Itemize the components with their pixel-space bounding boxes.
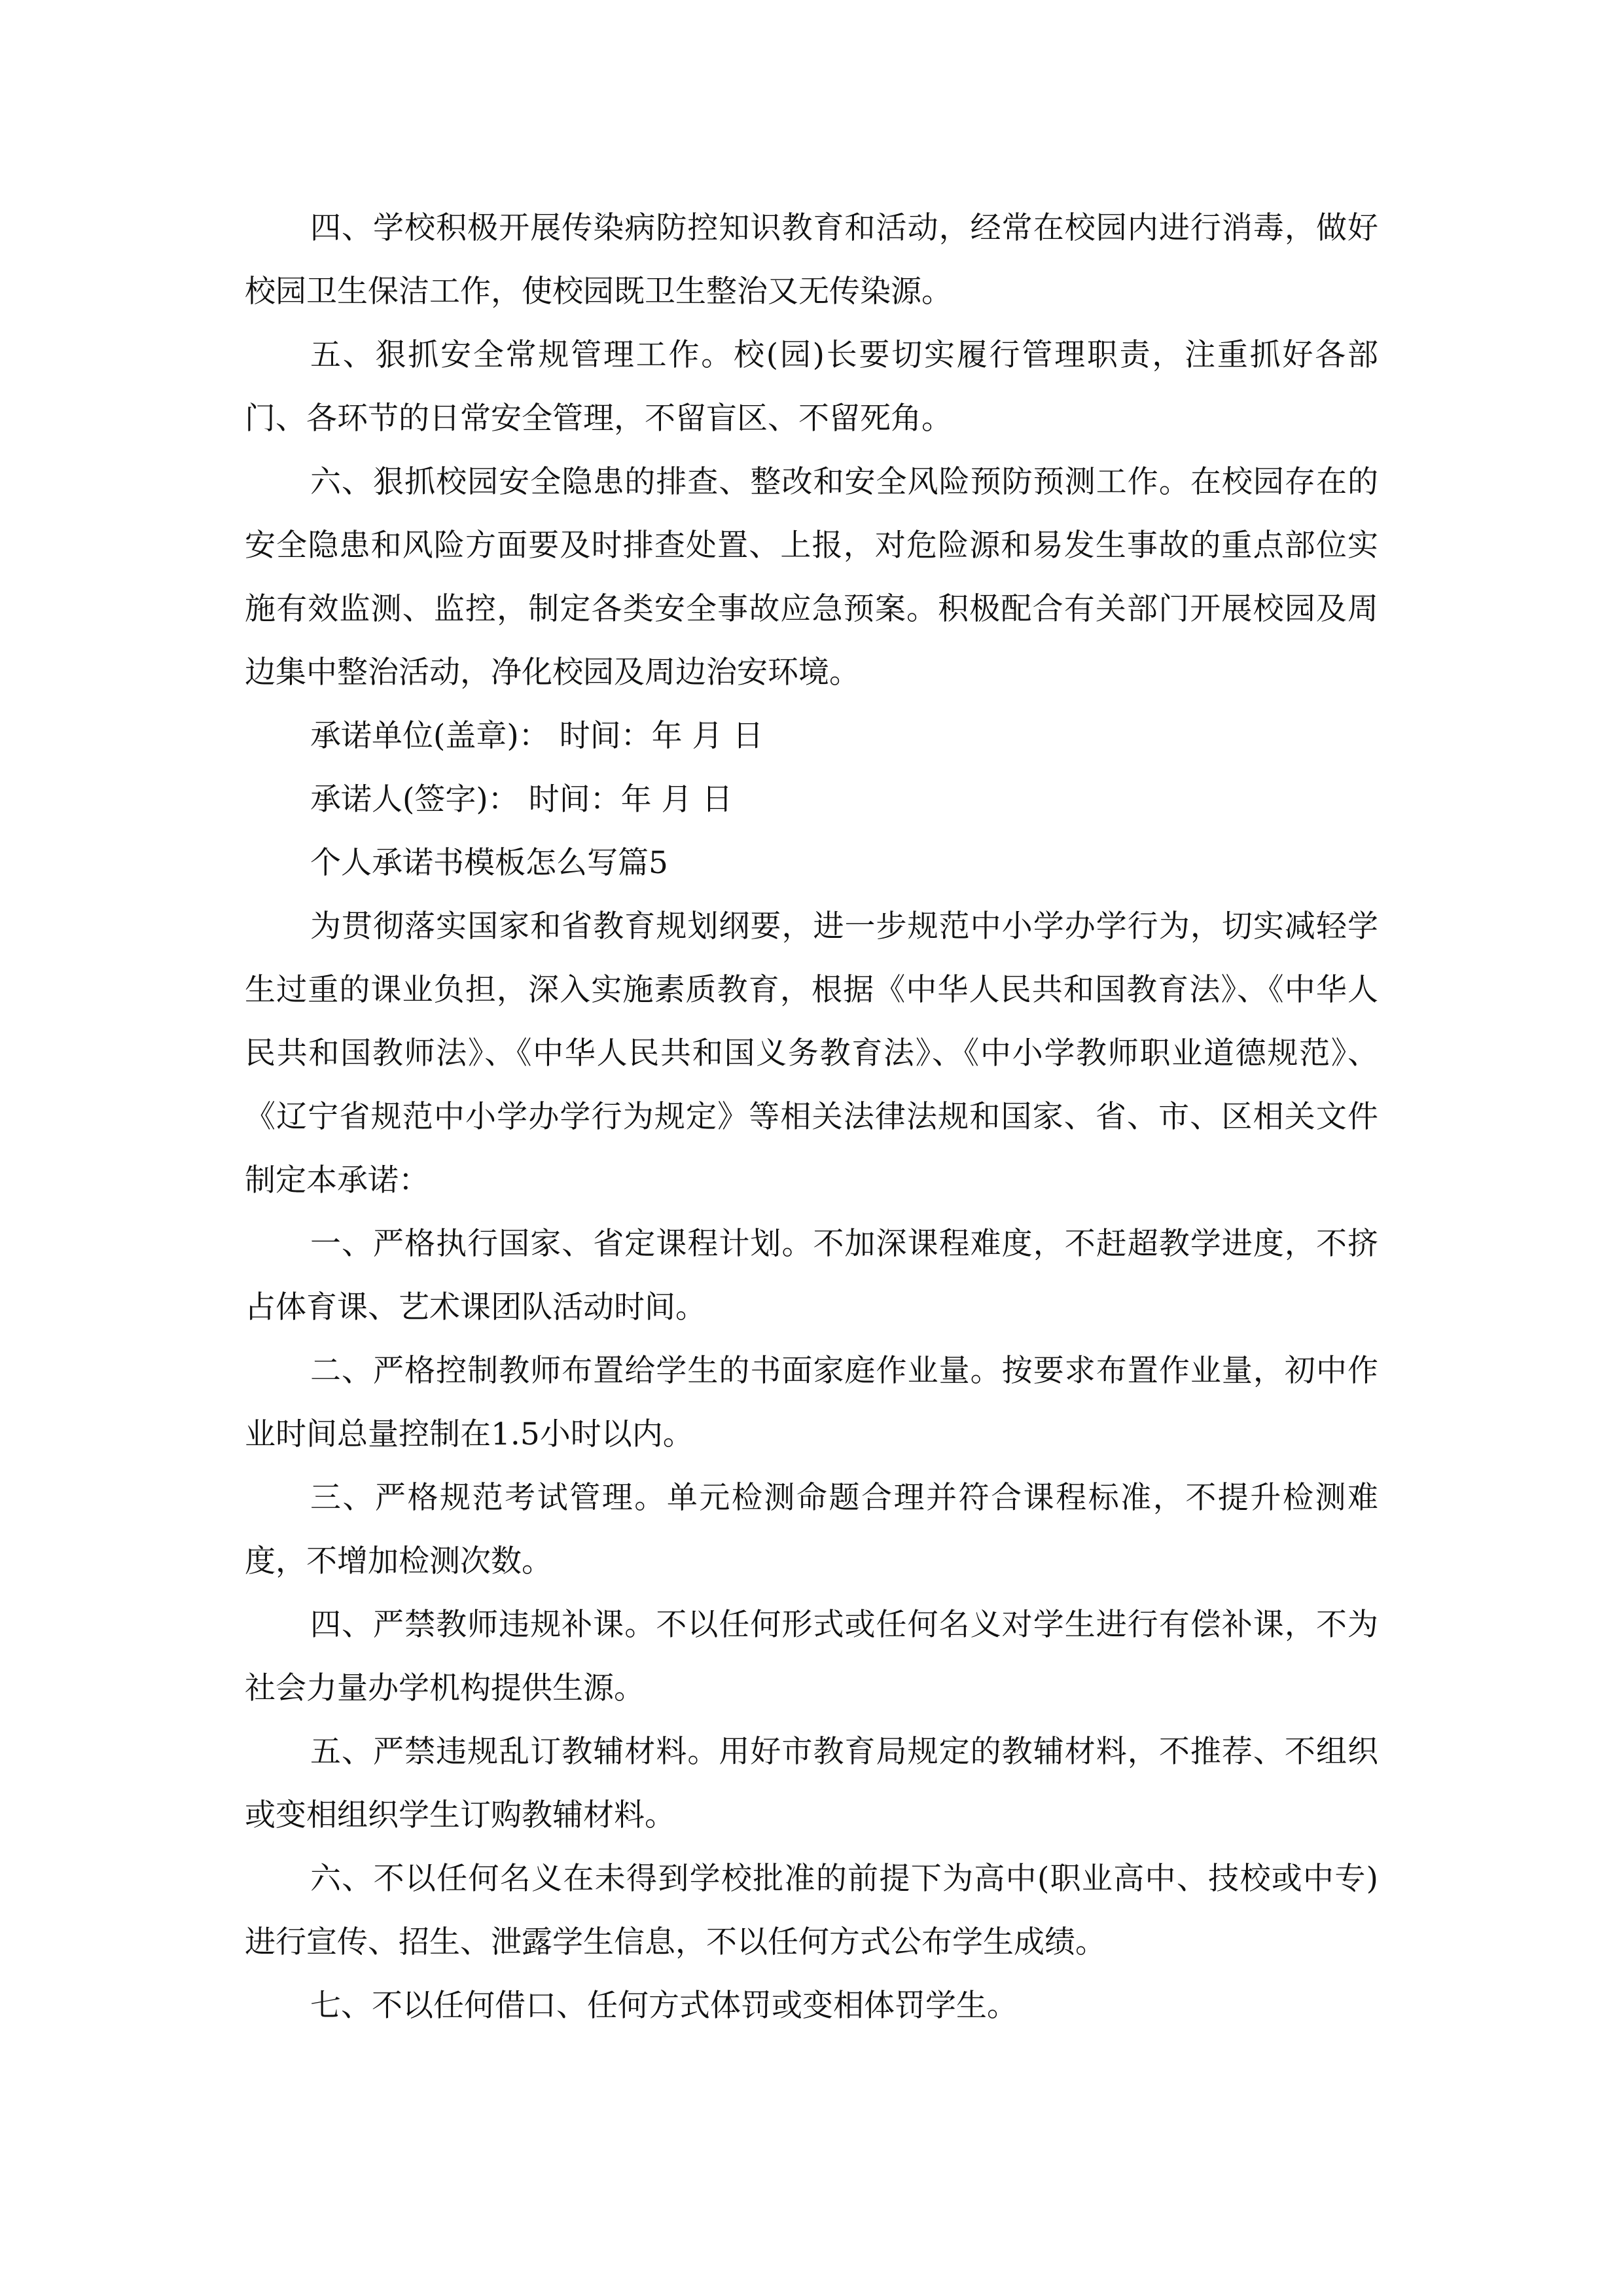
paragraph-item-4-tutoring: 四、严禁教师违规补课。不以任何形式或任何名义对学生进行有偿补课，不为社会力量办学机构提供生源。 (245, 1607, 1378, 1706)
paragraph-intro: 为贯彻落实国家和省教育规划纲要，进一步规范中小学办学行为，切实减轻学生过重的课业负担，深入实施素质教育，根据《中华人民共和国教育法》、《中华人民共和国教师法》、《中华人民共和国义务教育法》、《中小学教师职业道德规范》、《辽宁省规范中小学办学行为规定》等相关法律法规和国家、省、市、区相关文件制定本承诺： (245, 908, 1378, 1198)
signature-line-person: 承诺人(签字)： 时间：年 月 日 (310, 781, 733, 817)
paragraph-item-6-promotion: 六、不以任何名义在未得到学校批准的前提下为高中(职业高中、技校或中专)进行宣传、招生、泄露学生信息，不以任何方式公布学生成绩。 (245, 1861, 1378, 1960)
paragraph-item-3-exams: 三、严格规范考试管理。单元检测命题合理并符合课程标准，不提升检测难度，不增加检测次数。 (245, 1480, 1378, 1579)
paragraph-item-5-safety-management: 五、狠抓安全常规管理工作。校(园)长要切实履行管理职责，注重抓好各部门、各环节的日常安全管理，不留盲区、不留死角。 (245, 337, 1378, 437)
paragraph-item-5-materials: 五、严禁违规乱订教辅材料。用好市教育局规定的教辅材料，不推荐、不组织或变相组织学生订购教辅材料。 (245, 1734, 1378, 1833)
paragraph-item-4-disinfection: 四、学校积极开展传染病防控知识教育和活动，经常在校园内进行消毒，做好校园卫生保洁工作，使校园既卫生整治又无传染源。 (245, 210, 1378, 310)
document-page (245, 196, 1378, 2037)
paragraph-item-6-hazard-inspection: 六、狠抓校园安全隐患的排查、整改和安全风险预防预测工作。在校园存在的安全隐患和风险方面要及时排查处置、上报，对危险源和易发生事故的重点部位实施有效监测、监控，制定各类安全事故应急预案。积极配合有关部门开展校园及周边集中整治活动，净化校园及周边治安环境。 (245, 464, 1378, 691)
paragraph-item-1-curriculum: 一、严格执行国家、省定课程计划。不加深课程难度，不赶超教学进度，不挤占体育课、艺术课团队活动时间。 (245, 1226, 1378, 1325)
paragraph-item-2-homework: 二、严格控制教师布置给学生的书面家庭作业量。按要求布置作业量，初中作业时间总量控制在1.5小时以内。 (245, 1353, 1378, 1452)
paragraph-item-7-punishment: 七、不以任何借口、任何方式体罚或变相体罚学生。 (310, 1988, 1018, 2024)
section-heading: 个人承诺书模板怎么写篇5 (310, 845, 668, 881)
signature-line-unit: 承诺单位(盖章)： 时间：年 月 日 (310, 718, 764, 754)
